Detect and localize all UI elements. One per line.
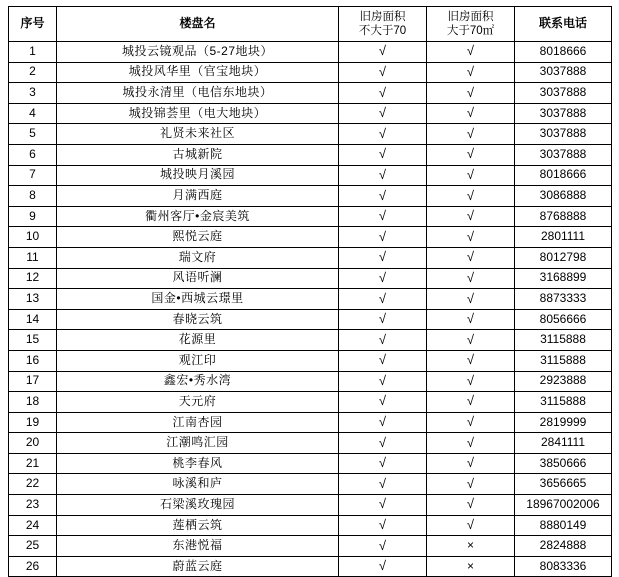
cell-phone: 8873333 [515,289,612,310]
cell-index: 12 [9,268,57,289]
cell-phone: 3168899 [515,268,612,289]
cell-index: 26 [9,556,57,577]
check-icon: √ [378,311,387,327]
cell-phone: 2923888 [515,371,612,392]
cell-index: 20 [9,433,57,454]
check-icon: √ [378,558,387,574]
cell-area-small [339,247,427,268]
cell-phone: 3037888 [515,62,612,83]
cell-area-small [339,144,427,165]
cell-phone: 2801111 [515,227,612,248]
check-icon: √ [466,434,475,450]
cell-index: 23 [9,495,57,516]
cell-area-large [427,83,515,104]
cell-phone: 8880149 [515,515,612,536]
check-icon: √ [466,393,475,409]
table-row [9,247,612,268]
cell-index: 9 [9,206,57,227]
cell-area-large [427,186,515,207]
cell-area-large [427,124,515,145]
cell-project-name: 礼贤未来社区 [57,124,339,145]
cell-phone: 8012798 [515,247,612,268]
check-icon: √ [466,187,475,203]
cell-phone: 3850666 [515,453,612,474]
cell-area-small [339,165,427,186]
check-icon: √ [466,269,475,285]
check-icon: √ [466,414,475,430]
check-icon: √ [466,84,475,100]
cell-project-name: 咏溪和庐 [57,474,339,495]
cell-area-small [339,350,427,371]
cell-area-large [427,289,515,310]
cell-project-name: 桃李春风 [57,453,339,474]
cell-area-small [339,515,427,536]
column-header-area-small-line2: 不大于70 [358,25,407,37]
cell-index: 3 [9,83,57,104]
check-icon: √ [378,393,387,409]
cell-phone: 8018666 [515,42,612,63]
check-icon: √ [378,63,387,79]
cell-index: 11 [9,247,57,268]
check-icon: √ [466,208,475,224]
cell-phone: 3037888 [515,83,612,104]
table-row [9,42,612,63]
cell-area-large [427,350,515,371]
cell-index: 18 [9,392,57,413]
cell-area-small [339,495,427,516]
table-row [9,556,612,577]
cell-index: 4 [9,103,57,124]
cell-index: 7 [9,165,57,186]
cell-area-large [427,536,515,557]
cell-area-small [339,268,427,289]
cell-area-small [339,309,427,330]
check-icon: √ [466,496,475,512]
cell-area-small [339,412,427,433]
cell-area-small [339,330,427,351]
check-icon: √ [466,146,475,162]
cell-project-name: 石梁溪玫瑰园 [57,495,339,516]
table-row [9,268,612,289]
check-icon: √ [378,249,387,265]
table-row [9,206,612,227]
check-icon: √ [378,290,387,306]
cell-project-name: 熙悦云庭 [57,227,339,248]
table-row [9,515,612,536]
check-icon: √ [378,517,387,533]
cell-project-name: 江潮鸣汇园 [57,433,339,454]
check-icon: √ [378,187,387,203]
cell-phone: 18967002006 [515,495,612,516]
check-icon: √ [466,125,475,141]
cell-index: 6 [9,144,57,165]
cell-phone: 8056666 [515,309,612,330]
check-icon: √ [466,352,475,368]
check-icon: √ [466,63,475,79]
table-header [9,7,612,42]
column-header-area-large-line1: 旧房面积 [447,10,494,23]
check-icon: √ [378,269,387,285]
cell-index: 16 [9,350,57,371]
cell-area-large [427,474,515,495]
check-icon: √ [466,290,475,306]
table-row [9,83,612,104]
cell-phone: 8083336 [515,556,612,577]
cell-index: 15 [9,330,57,351]
cell-area-small [339,62,427,83]
check-icon: √ [466,331,475,347]
cell-area-small [339,536,427,557]
cell-project-name: 花源里 [57,330,339,351]
cell-project-name: 瑞文府 [57,247,339,268]
cell-project-name: 城投映月溪园 [57,165,339,186]
table-row [9,536,612,557]
cell-area-large [427,515,515,536]
check-icon: √ [378,434,387,450]
cell-area-small [339,206,427,227]
cell-phone: 8018666 [515,165,612,186]
check-icon: √ [378,166,387,182]
cell-index: 17 [9,371,57,392]
cell-area-small [339,474,427,495]
check-icon: √ [378,414,387,430]
check-icon: √ [466,166,475,182]
check-icon: √ [378,372,387,388]
check-icon: √ [378,352,387,368]
cell-area-large [427,371,515,392]
table-row [9,103,612,124]
column-header-area-large-line2: 大于70㎡ [446,25,495,37]
cell-area-small [339,186,427,207]
cell-area-large [427,247,515,268]
cell-project-name: 国金•西城云璟里 [57,289,339,310]
cell-project-name: 观江印 [57,350,339,371]
cell-area-large [427,392,515,413]
cell-index: 19 [9,412,57,433]
table-row [9,62,612,83]
cell-phone: 3037888 [515,144,612,165]
check-icon: √ [466,475,475,491]
cell-area-small [339,453,427,474]
table-row [9,371,612,392]
cell-project-name: 城投锦荟里（电大地块） [57,103,339,124]
cell-index: 10 [9,227,57,248]
cell-area-small [339,371,427,392]
cell-project-name: 江南杏园 [57,412,339,433]
cell-area-large [427,62,515,83]
cell-area-small [339,103,427,124]
cell-phone: 3115888 [515,392,612,413]
cell-area-large [427,330,515,351]
cell-area-large [427,433,515,454]
check-icon: √ [466,517,475,533]
table-row [9,144,612,165]
cell-index: 25 [9,536,57,557]
cell-project-name: 风语听澜 [57,268,339,289]
table-row [9,289,612,310]
check-icon: √ [378,125,387,141]
housing-project-table [8,6,612,577]
cell-phone: 3656665 [515,474,612,495]
cell-area-large [427,165,515,186]
table-row [9,495,612,516]
check-icon: √ [378,146,387,162]
cell-index: 2 [9,62,57,83]
cell-area-large [427,42,515,63]
column-header-name: 楼盘名 [57,7,339,42]
cell-index: 22 [9,474,57,495]
table-body [9,42,612,577]
check-icon: √ [466,455,475,471]
check-icon: √ [378,455,387,471]
cell-project-name: 鑫宏•秀水湾 [57,371,339,392]
table-row [9,392,612,413]
cell-area-small [339,124,427,145]
cell-index: 1 [9,42,57,63]
cell-area-large [427,206,515,227]
table-row [9,165,612,186]
document-sheet [0,6,619,574]
table-row [9,330,612,351]
cell-project-name: 城投云镜观品（5-27地块） [57,42,339,63]
cell-index: 14 [9,309,57,330]
table-row [9,350,612,371]
cell-area-small [339,392,427,413]
column-header-phone: 联系电话 [515,7,612,42]
table-row [9,309,612,330]
check-icon: √ [466,249,475,265]
table-row [9,186,612,207]
column-header-area-small-line1: 旧房面积 [359,10,406,23]
column-header-area-small [339,7,427,42]
cell-project-name: 衢州客厅•金宸美筑 [57,206,339,227]
check-icon: √ [466,43,475,59]
check-icon: √ [466,105,475,121]
cell-area-large [427,412,515,433]
cell-project-name: 天元府 [57,392,339,413]
cell-phone: 3115888 [515,350,612,371]
cell-area-small [339,83,427,104]
cell-project-name: 东港悦福 [57,536,339,557]
column-header-index: 序号 [9,7,57,42]
cell-index: 21 [9,453,57,474]
cell-project-name: 蔚蓝云庭 [57,556,339,577]
cell-area-large [427,309,515,330]
table-row [9,453,612,474]
cell-index: 5 [9,124,57,145]
table-header-row [9,7,612,42]
cell-area-small [339,42,427,63]
cell-area-large [427,556,515,577]
table-row [9,474,612,495]
check-icon: √ [466,311,475,327]
cell-area-small [339,433,427,454]
cell-area-large [427,453,515,474]
cell-area-large [427,495,515,516]
check-icon: √ [378,537,387,553]
cell-area-small [339,227,427,248]
table-row [9,433,612,454]
check-icon: √ [466,228,475,244]
cell-area-large [427,227,515,248]
cell-area-large [427,268,515,289]
cell-area-large [427,144,515,165]
cell-area-large [427,103,515,124]
check-icon: √ [378,208,387,224]
table-row [9,412,612,433]
check-icon: √ [378,105,387,121]
cell-project-name: 莲栖云筑 [57,515,339,536]
cell-phone: 3037888 [515,103,612,124]
cell-area-small [339,289,427,310]
cell-project-name: 古城新院 [57,144,339,165]
cell-project-name: 月满西庭 [57,186,339,207]
cell-index: 24 [9,515,57,536]
cell-phone: 2824888 [515,536,612,557]
column-header-area-large [427,7,515,42]
cell-phone: 2819999 [515,412,612,433]
cell-index: 13 [9,289,57,310]
table-row [9,227,612,248]
cell-area-small [339,556,427,577]
cell-phone: 3115888 [515,330,612,351]
cell-phone: 3086888 [515,186,612,207]
cell-project-name: 城投风华里（官宝地块） [57,62,339,83]
check-icon: √ [378,331,387,347]
cell-phone: 8768888 [515,206,612,227]
check-icon: √ [378,43,387,59]
check-icon: √ [378,84,387,100]
cell-index: 8 [9,186,57,207]
check-icon: √ [466,372,475,388]
table-row [9,124,612,145]
cross-icon: × [466,538,474,553]
check-icon: √ [378,475,387,491]
cell-project-name: 城投永清里（电信东地块） [57,83,339,104]
cross-icon: × [466,558,474,573]
check-icon: √ [378,228,387,244]
cell-project-name: 春晓云筑 [57,309,339,330]
cell-phone: 3037888 [515,124,612,145]
cell-phone: 2841111 [515,433,612,454]
check-icon: √ [378,496,387,512]
